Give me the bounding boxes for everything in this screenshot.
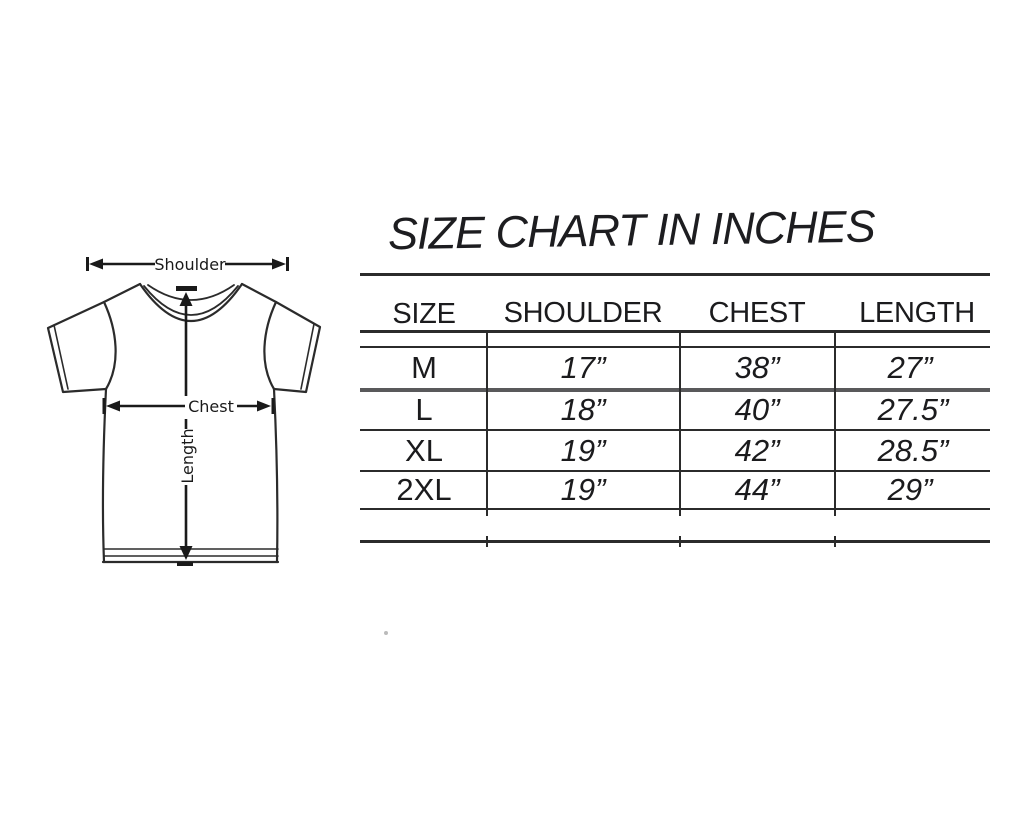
tshirt-outline <box>48 284 320 562</box>
row-xl-chest: 42” <box>734 433 780 468</box>
row-l-length: 27.5” <box>877 392 949 427</box>
row-m-chest: 38” <box>734 350 780 385</box>
row-m-shoulder: 17” <box>560 350 606 385</box>
row-xl-size: XL <box>405 433 443 468</box>
row-2xl-shoulder: 19” <box>560 472 606 507</box>
row-l-size: L <box>415 392 433 427</box>
row-m-length: 27” <box>887 350 933 385</box>
table-header-shoulder: SHOULDER <box>503 297 663 329</box>
table-header-length: LENGTH <box>859 297 975 329</box>
page-title: SIZE CHART IN INCHES <box>387 200 876 260</box>
table-header-size: SIZE <box>392 298 456 330</box>
table-bottom-rule <box>360 540 990 543</box>
row-2xl-size: 2XL <box>396 472 452 507</box>
row-m-size: M <box>411 350 437 385</box>
row-2xl-chest: 44” <box>734 472 780 507</box>
table-header-chest: CHEST <box>708 297 806 329</box>
table-top-rule <box>360 273 990 276</box>
row-l-shoulder: 18” <box>560 392 606 427</box>
tshirt-measurement-diagram <box>25 240 355 585</box>
length-dimension-arrow <box>176 286 197 566</box>
length-label: Length <box>178 428 197 484</box>
column-rule-3-tick <box>834 536 836 547</box>
chest-label: Chest <box>188 397 234 416</box>
row-xl-shoulder: 19” <box>560 433 606 468</box>
shoulder-label: Shoulder <box>154 255 226 274</box>
row-l-chest: 40” <box>734 392 780 427</box>
row-2xl-length: 29” <box>887 472 933 507</box>
row-xl-length: 28.5” <box>877 433 949 468</box>
column-rule-2-tick <box>679 536 681 547</box>
column-rule-1-tick <box>486 536 488 547</box>
scan-speck-artifact <box>384 631 388 635</box>
